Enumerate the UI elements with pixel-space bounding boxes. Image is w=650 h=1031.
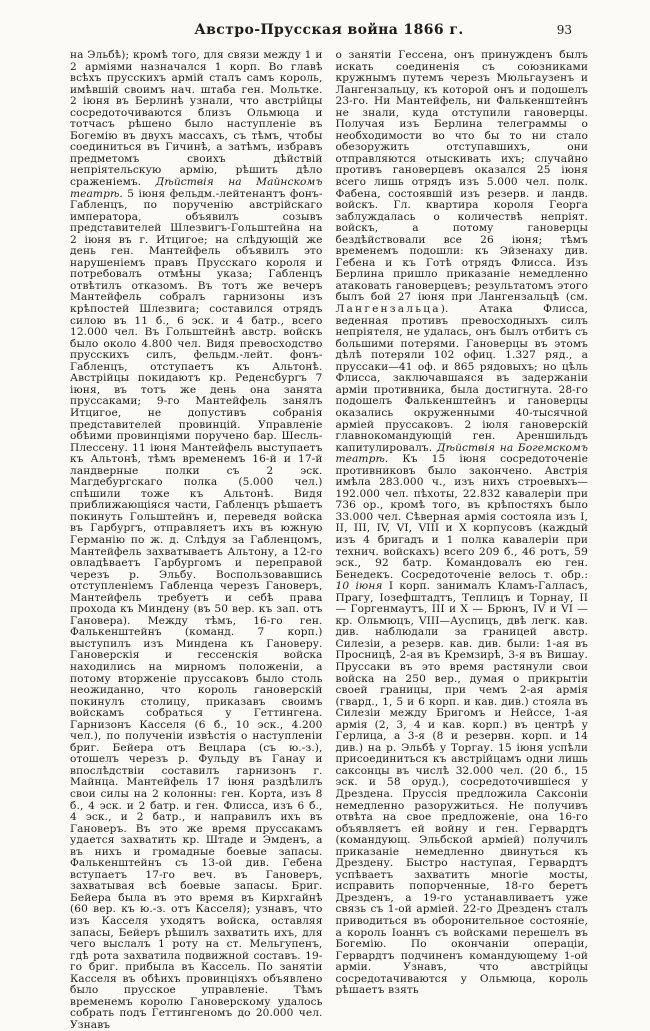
text-segment-normal: Къ 15 іюня сосредоточеніе противниковъ было закончено. Австрія имѣла 283.000 ч., изъ нихъ строевыхъ—192.000 чел. пѣхоты, 22.832 кавалеріи при 736 ор., кромѣ того, въ крѣпостяхъ было 33.000 чел. Сѣверная армія состояла изъ I, II, III, IV, VI, VIII и X корпусовъ (каждый изъ 4 бригадъ и 1 полка кавалеріи при технич. войскахъ) всего 209 б., 46 ротъ, 59 эск., 92 батр. Командовалъ ею ген. Бенедекъ. Сосредоточеніе велось т. обр.: — [335, 453, 588, 581]
text-segment-normal: 5 іюня фельдм.-лейтенантъ фонъ-Габленцъ, по порученію австрійскаго императора, объявилъ созывъ представителей Шлезвигъ-Гольштейна на 2 іюня въ г. Итцигое; на слѣдующій же день ген. Мантейфель объявилъ это нарушеніемъ правъ Прусскаго короля и потребовалъ отмѣны указа; Габленцъ отвѣтилъ отказомъ. Въ тотъ же вечеръ Мантейфель собралъ гарнизоны изъ крѣпостей Шлезвига; составился отрядъ силою въ 11 б., 6 эск. и 4 батр., всего 12.000 чел. Въ Гольштейнѣ австр. войскъ было около 4.800 чел. Видя превосходство прусскихъ силъ, фельдм.-лейт. фонъ-Габленцъ, отступаетъ къ Альтонѣ. Австрійцы покидаютъ кр. Реденсбургъ 7 іюня, въ тотъ же день она занята пруссаками; 9-го Мантейфель занялъ Итцигое, не допустивъ собранія представителей провинцій. Управленіе обѣими провинціями поручено бар. Шесль-Плессену. 11 іюня Мантейфель выступаетъ къ Альтонѣ, тѣмъ временемъ 16-й и 17-й ландверные полки съ 2 эск. Магдебургскаго полка (5.000 чел.) спѣшили тоже къ Альтонѣ. Видя приближающіяся части, Габленцъ рѣшаетъ покинуть Гольштейнъ и, переведя войска въ Гарбургъ, отправляетъ ихъ въ южную Германію по ж. д. Слѣдуя за Габленцомъ, Мантейфель захватываетъ Альтону, а 12-го овладѣваетъ Гарбургомъ и переправой черезъ р. Эльбу. Воспользовавшись отступленіемъ Габленца черезъ Гановеръ, Мантейфель требуетъ и себѣ права прохода къ Миндену (въ 50 вер. къ зап. отъ Гановера). Между тѣмъ, 16-го ген. Фалькенштейнъ (команд. 7 корп.) выступилъ изъ Миндена къ Гановеру. Гановерскія и гессенскія войска находились на мирномъ положеніи, а потому вторженіе пруссаковъ было столь неожиданно, что король гановерскій покинулъ столицу, приказавъ своимъ войскамъ собраться у Геттингена. Гарнизонъ Касселя (6 б., 10 эск., 4.200 чел.), по полученіи извѣстія о наступленіи бриг. Бейера отъ Вецлара (съ ю.-з.), отошелъ черезъ р. Фульду въ Ганау и впослѣдствіи составилъ гарнизонъ г. Майнца. Мантейфель 17 іюня раздѣлилъ свои силы на 2 колонны: ген. Корта, изъ 8 б., 4 эск. и 2 батр. и ген. Флисса, изъ 6 б., 4 эск., и 2 батр., и направилъ ихъ въ Гановеръ. Въ это же время пруссакамъ удается захватить кр. Штаде и Эмденъ, а въ нихъ и громадные боевые запасы. Фалькенштейнъ съ 13-ой див. Гебена вступаетъ 17-го веч. въ Гановеръ, захватывая всѣ боевые запасы. Бриг. Бейера была въ это время въ Кирхгайнѣ (60 вер. къ ю.-з. отъ Касселя); узнавъ, что изъ Касселя уходятъ войска, оставляя запасы, Бейеръ рѣшилъ захватить ихъ, для чего выслалъ 1 роту на ст. Мельгупенъ, гдѣ рота захватила подвижной составъ. 19-го бриг. прибыла въ Кассель. По занятіи Касселя въ обѣихъ провинціяхъ объявлено было прусское управленіе. Тѣмъ временемъ королю Гановерскому удалось собрать подъ Геттингеномъ до 20.000 чел. Узнавъ — [70, 187, 323, 1031]
text-segment-normal: ). Атака Флисса, веденная противъ превосходныхъ силъ непріятеля, не удалась, онъ былъ отбитъ съ большими потерями. Гановерцы въ этомъ дѣлѣ потеряли 102 офиц. 1.327 ряд., а пруссаки—41 оф. и 865 рядовыхъ; но цѣль Флисса, заключавшаяся въ задержаніи арміи противника, была достигнута. 28-го подошелъ Фалькенштейнъ и гановерцы оказались окруженными 40-тысячной арміей пруссаковъ. 2 іюля гановерскій главнокомандующій ген. Ареншильдъ капитулировалъ. — [335, 303, 588, 454]
text-segment-spaced: Лангензальца — [335, 303, 441, 316]
running-title: Австро-Прусская война 1866 г. — [194, 22, 464, 38]
text-segment-normal: I корп. занималъ Кламъ-Галласъ, Прагу, Іозефштадтъ, Теплицъ и Торнау, II — Горгенмаутъ, III и X — Брюнъ, IV и VI — кр. Ольмюцъ, VIII—Ауспицъ, двѣ легк. кав. див. наблюдали за границей австр. Силезіи, а резерв. кав. див. были: 1-ая въ Просницѣ, 2-ая въ Кремзирѣ, 3-я въ Вишау. Пруссаки въ это время растянули свои войска на 250 вер., думая о прикрытіи своей границы, при чемъ 2-ая армія (гвард., 1, 5 и 6 корп. и кав. див.) стояла въ Силезіи между Бригомъ и Нейссе, 1-ая армія (2, 3, 4 и кав. корп.) въ центрѣ у Герлица, а 3-я (8 и резервн. корп. и 14 див.) на р. Эльбѣ у Торгау. 15 іюня успѣли присоединиться къ австрійцамъ одни лишь саксонцы въ числѣ 32.000 чел. (20 б., 15 эск. и 58 оруд.), сосредоточившіеся у Дрездена. Пруссія предложила Саксоніи немедленно разоружиться. Не получивъ отвѣта на свое предложеніе, она 16-го объявляетъ ей войну и ген. Гервардтъ (командующ. Эльбской арміей) получилъ приказаніе немедленно двинуться къ Дрездену. Быстро наступая, Гервардтъ успѣваетъ захватить многіе мосты, исправить попорченные, 18-го беретъ Дрезденъ, а 19-го устанавливаетъ уже связь съ 1-ой арміей. 22-го Дрезденъ сталъ приводиться въ оборонительное состояніе, а король Іоаннъ съ войсками перешелъ въ Богемію. По окончаніи операціи, Гервардтъ подчиненъ командующему 1-ой арміи. Узнавъ, что австрійцы сосредотачиваются у Ольмюца, король рѣшаетъ взять — [335, 580, 588, 997]
text-segment-normal: о занятіи Гессена, онъ принужденъ былъ искать соединенія съ союзниками кружнымъ путемъ черезъ Мюльгаузенъ и Лангензальцу, къ которой онъ и подошелъ 23-го. Ни Мантейфель, ни Фалькенштейнъ не знали, куда отступили гановерцы. Получая изъ Берлина телеграммы о необходимости во что бы то ни стало обезоружить отступавшихъ, они отправляются отыскивать ихъ; случайно противъ гановерцевъ оказался 25 іюня всего лишь отрядъ изъ 5.000 чел. полк. Фабена, состоявшій изъ резерв. и ландв. войскъ. Гл. квартира короля Георга заблуждалась о количествѣ непріят. войскъ, а потому гановерцы бездѣйствовали все 26 іюня; тѣмъ временемъ подошли: къ Эйзенаху див. Гебена и къ Готѣ отрядъ Флисса. Изъ Берлина пришло приказаніе немедленно атаковать гановерцевъ; результатомъ этого былъ бой 27 іюня при Лангензальцѣ (см. — [335, 49, 588, 304]
right-column — [336, 50, 589, 1031]
page-number: 93 — [556, 23, 572, 37]
text-columns — [70, 50, 588, 1031]
page-header — [70, 22, 588, 42]
text-segment-normal: на Эльбѣ); кромѣ того, для связи между 1 и 2 арміями назначался 1 корп. Во главѣ всѣхъ прусскихъ армій сталъ самъ король, имѣвшій своимъ нач. штаба ген. Мольтке. 2 іюня въ Берлинѣ узнали, что австрійцы сосредоточиваются близъ Ольмюца и тотчасъ рѣшено было наступленіе въ Богемію въ двухъ массахъ, съ тѣмъ, чтобы соединиться въ Гичинѣ, а затѣмъ, избравъ предметомъ своихъ дѣйствій непріятельскую армію, рѣшить дѣло сраженіемъ. — [70, 49, 323, 189]
text-segment-italic: 10 іюня — [335, 580, 383, 593]
left-column — [70, 50, 323, 1031]
text-segment-italic: Дѣйствія на Богемскомъ театрѣ. — [335, 441, 588, 466]
text-segment-italic: Дѣйствія на Майнскомъ театрѣ. — [70, 176, 323, 200]
